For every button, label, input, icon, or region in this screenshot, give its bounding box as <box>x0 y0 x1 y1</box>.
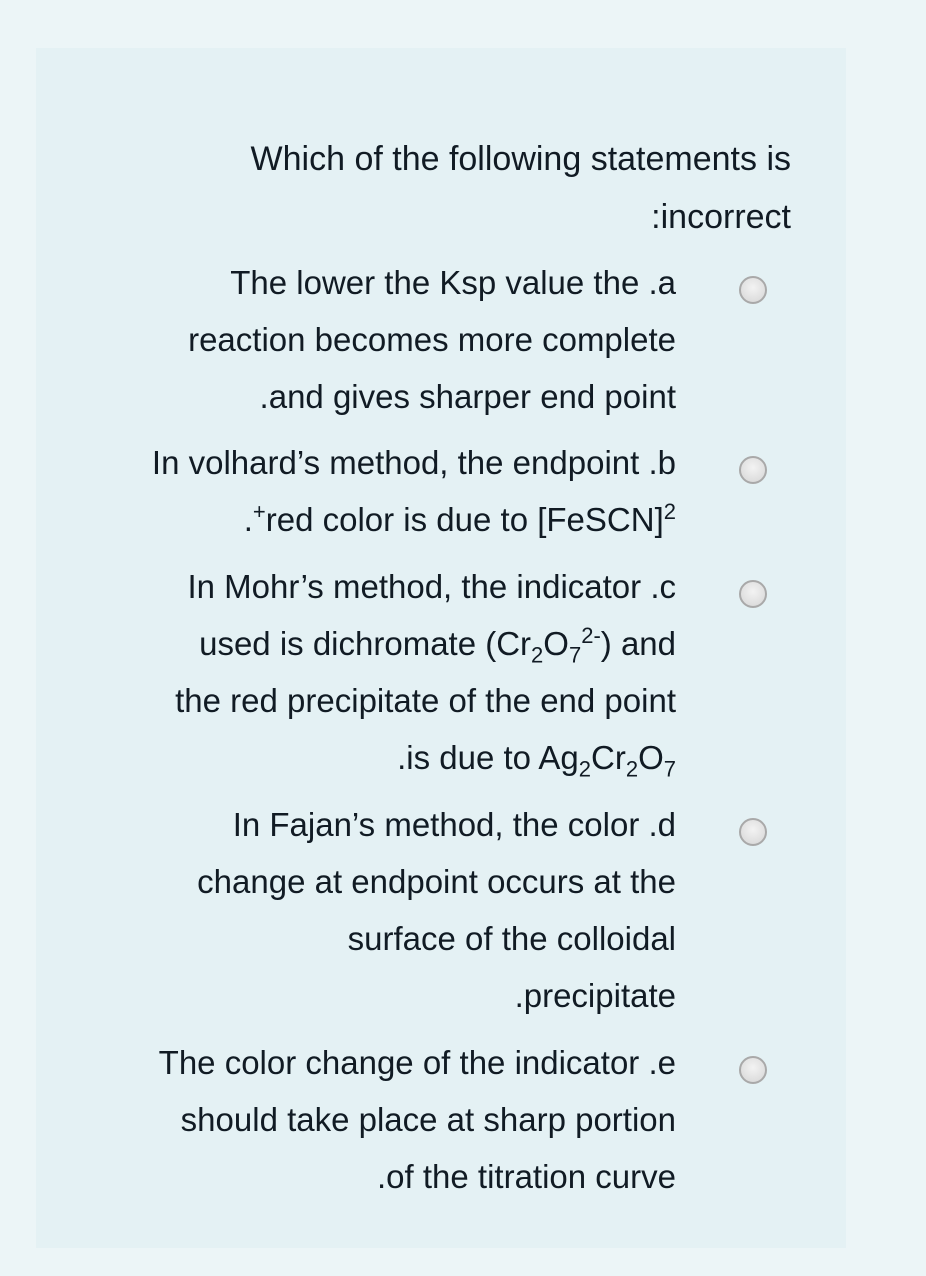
option-d-line-1: In Fajan’s method, the color .d <box>232 806 676 843</box>
option-e-radio[interactable] <box>739 1056 767 1084</box>
option-c-line-2: used is dichromate $(Cr_2O_7^{2-})$ and <box>199 623 676 668</box>
option-a-line-2: reaction becomes more complete <box>188 321 676 358</box>
option-a-line-1: The lower the Ksp value the .a <box>230 264 676 301</box>
option-c-text <box>76 558 676 786</box>
option-d-radio[interactable] <box>739 818 767 846</box>
question-line-1: Which of the following statements is <box>250 140 791 178</box>
option-b-text <box>76 434 676 548</box>
question-text <box>91 130 791 246</box>
option-c-line-1: In Mohr’s method, the indicator .c <box>187 568 676 605</box>
option-e-line-3: .of the titration curve <box>377 1158 676 1195</box>
option-d-line-3: surface of the colloidal <box>347 920 676 957</box>
option-d-text <box>76 796 676 1024</box>
option-b-line-1: In volhard’s method, the endpoint .b <box>151 444 676 481</box>
option-a-text <box>76 254 676 425</box>
option-b-line-2: .+red color is due to [FeSCN]$^2$ <box>243 499 676 538</box>
option-c-line-4: .is due to $Ag_2Cr_2O_7$ <box>397 739 676 782</box>
option-a-line-3: .and gives sharper end point <box>259 378 676 415</box>
option-c-line-3: the red precipitate of the end point <box>175 682 676 719</box>
question-card <box>36 48 846 1248</box>
option-e-line-2: should take place at sharp portion <box>180 1101 676 1138</box>
option-c-radio[interactable] <box>739 580 767 608</box>
question-line-2: :incorrect <box>651 198 791 236</box>
option-d-line-2: change at endpoint occurs at the <box>197 863 676 900</box>
option-e-line-1: The color change of the indicator .e <box>158 1044 676 1081</box>
option-a-radio[interactable] <box>739 276 767 304</box>
option-d-line-4: .precipitate <box>514 977 676 1014</box>
option-b-radio[interactable] <box>739 456 767 484</box>
option-e-text <box>76 1034 676 1205</box>
